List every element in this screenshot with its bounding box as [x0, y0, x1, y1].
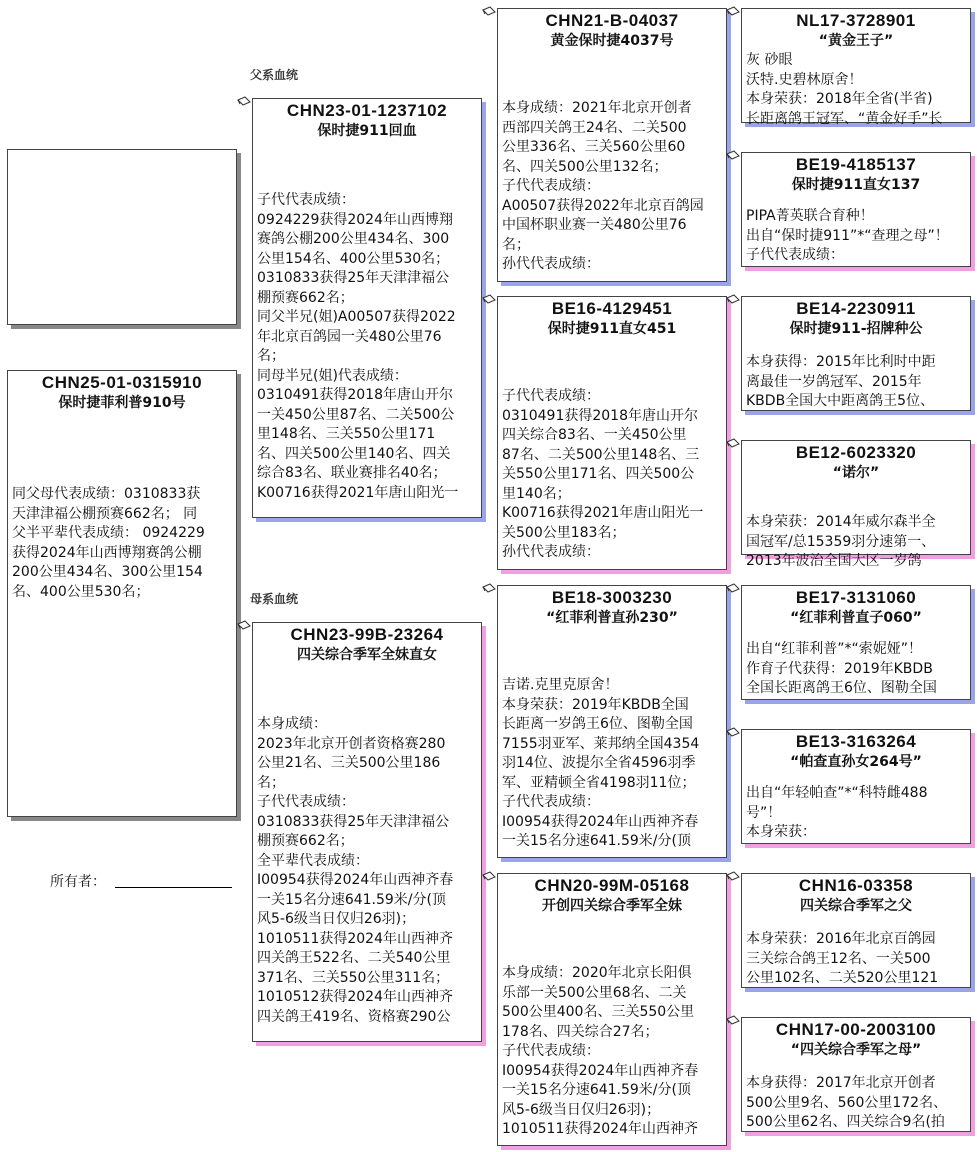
note-line: 178名、四关综合27名； — [502, 1023, 659, 1040]
note-line: 全平辈代表成绩： — [257, 852, 369, 869]
note-line: 作育子代获得：2019年KBDB — [746, 660, 933, 677]
pedigree-box-ddd[interactable] — [741, 1017, 971, 1132]
note-line: 同母半兄(姐)代表成绩： — [257, 367, 408, 384]
pedigree-notes — [742, 207, 970, 266]
pedigree-box-dss[interactable] — [741, 585, 971, 700]
edit-icon[interactable] — [726, 871, 740, 881]
note-line: 本身成绩： — [257, 716, 327, 732]
note-line: 本身荣获：2014年威尔森半全 — [746, 514, 936, 530]
pedigree-notes — [742, 513, 970, 572]
ring-number: BE13-3163264 — [795, 732, 917, 751]
note-line: 获得2024年山西博翔赛鸽公棚 — [12, 544, 202, 561]
note-line: 名、400公里530名； — [12, 583, 150, 600]
note-line: 综合83名、联业赛排名40名； — [257, 465, 447, 481]
ring-number: CHN21-B-04037 — [545, 11, 679, 30]
ring-number: BE14-2230911 — [796, 299, 916, 318]
note-line: 出自“红菲利普”*“索妮娅”！ — [746, 641, 923, 657]
note-line: 公里21名、三关500公里186 — [257, 755, 441, 771]
ring-number: CHN17-00-2003100 — [775, 1020, 937, 1039]
note-line: 灰 砂眼 — [746, 52, 793, 68]
edit-icon[interactable] — [482, 583, 496, 593]
note-line: 本身荣获：2019年KBDB全国 — [502, 696, 689, 713]
note-line: 里148名、三关550公里171 — [257, 426, 436, 442]
edit-icon[interactable] — [482, 294, 496, 304]
note-line: 公里102名、二关520公里121 — [746, 970, 939, 986]
ring-number: CHN20-99M-05168 — [534, 876, 690, 895]
pigeon-name: “四关综合季军之母” — [790, 1042, 922, 1058]
edit-icon[interactable] — [482, 871, 496, 881]
note-line: 名； — [257, 348, 285, 364]
pigeon-name: 四关综合季军全妹直女 — [297, 647, 437, 663]
note-line: 同父母代表成绩：0310833获 — [12, 486, 201, 502]
note-line: 子代代表成绩： — [502, 1043, 600, 1059]
note-line: 四关综合83名、一关450公里 — [502, 427, 687, 443]
pedigree-notes — [498, 676, 726, 852]
pedigree-box-sds[interactable] — [741, 296, 971, 411]
pedigree-notes — [742, 51, 970, 129]
note-line: 本身荣获： — [746, 824, 816, 840]
ring-number: CHN16-03358 — [798, 876, 914, 895]
note-line: 长距离一岁鸽王6位、图勒全国 — [502, 716, 693, 732]
pigeon-name: 开创四关综合季军全妹 — [542, 898, 682, 914]
pigeon-name: “红菲利普直子060” — [790, 610, 922, 626]
pedigree-notes — [253, 715, 481, 1027]
ring-number: CHN23-99B-23264 — [290, 625, 444, 644]
pedigree-notes — [742, 1074, 970, 1133]
note-line: A00507获得2022年北京百鸽园 — [502, 197, 704, 214]
edit-icon[interactable] — [726, 727, 740, 737]
note-line: 棚预赛662名； — [257, 289, 354, 306]
pedigree-box-subject[interactable] — [7, 370, 237, 817]
pedigree-notes — [498, 964, 726, 1140]
note-line: 关500公里183名； — [502, 524, 626, 541]
note-line: 一关15名分速641.59米/分(顶 — [502, 833, 691, 849]
pedigree-box-dsd[interactable] — [741, 729, 971, 844]
ring-number: NL17-3728901 — [796, 11, 916, 30]
note-line: 一关15名分速641.59米/分(顶 — [257, 891, 446, 908]
note-line: 200公里434名、300公里154 — [12, 564, 203, 580]
note-line: 赛鸽公棚200公里434名、300 — [257, 231, 450, 247]
note-line: 子代代表成绩： — [746, 247, 844, 263]
edit-icon[interactable] — [482, 6, 496, 16]
edit-icon[interactable] — [237, 96, 251, 106]
pigeon-name: 保时捷911直女451 — [547, 321, 677, 337]
ring-number: BE18-3003230 — [551, 588, 673, 607]
pigeon-name: “黄金王子” — [818, 33, 894, 49]
pedigree-box-sdd[interactable] — [741, 440, 971, 569]
note-line: 出自“年轻帕查”*“科特雌488 — [746, 785, 928, 801]
ring-number: CHN23-01-1237102 — [286, 101, 448, 120]
edit-icon[interactable] — [726, 294, 740, 304]
note-line: 0310833获得25年天津津福公 — [257, 270, 450, 286]
note-line: 500公里62名、四关综合9名(拍 — [746, 1114, 945, 1130]
note-line: 本身成绩：2020年北京长阳俱 — [502, 965, 692, 981]
note-line: 出自“保时捷911”*“查理之母”！ — [746, 227, 949, 244]
note-line: 风5-6级当日仅归26羽)； — [502, 1101, 661, 1118]
note-line: 本身获得：2015年比利时中距 — [746, 354, 936, 370]
pedigree-notes — [742, 930, 970, 989]
note-line: 本身荣获：2018年全省(半省) — [746, 91, 933, 107]
sire-line-label: 父系血统 — [250, 68, 299, 82]
note-line: 2013年波治全国大区一岁鸽 — [746, 553, 922, 569]
note-line: 本身成绩：2021年北京开创者 — [502, 100, 692, 116]
pedigree-box-sire[interactable] — [252, 98, 482, 518]
note-line: I00954获得2024年山西神齐春 — [257, 872, 454, 888]
owner-field[interactable] — [115, 887, 232, 888]
note-line: 0310491获得2018年唐山开尔 — [502, 407, 698, 424]
pigeon-name: “帕查直孙女264号” — [790, 754, 922, 770]
ring-number: CHN25-01-0315910 — [41, 373, 203, 392]
note-line: 三关综合鸽王12名、一关500 — [746, 950, 931, 967]
pedigree-notes — [8, 485, 236, 602]
note-line: 子代代表成绩： — [257, 192, 355, 208]
note-line: 四关鸽王419名、资格赛290公 — [257, 1008, 451, 1025]
ring-number: BE16-4129451 — [551, 299, 673, 318]
note-line: 离最佳一岁鸽冠军、2015年 — [746, 373, 922, 390]
edit-icon[interactable] — [726, 1015, 740, 1025]
note-line: 全国长距离鸽王6位、图勒全国 — [746, 680, 937, 696]
note-line: I00954获得2024年山西神齐春 — [502, 1062, 699, 1079]
pigeon-name: “诺尔” — [832, 465, 880, 481]
note-line: 风5-6级当日仅归26羽)； — [257, 911, 416, 927]
note-line: 87名、二关500公里148名、三 — [502, 446, 700, 463]
pedigree-box-sd[interactable] — [497, 296, 727, 570]
pedigree-box-ssd[interactable] — [741, 152, 971, 267]
note-line: 里140名； — [502, 485, 571, 502]
note-line: 2023年北京开创者资格赛280 — [257, 735, 446, 752]
note-line: KBDB全国大中距离鸽王5位、 — [746, 393, 935, 409]
note-line: 1010511获得2024年山西神齐 — [502, 1121, 698, 1137]
note-line: 一关15名分速641.59米/分(顶 — [502, 1082, 691, 1098]
note-line: 名； — [257, 774, 285, 791]
note-line: 7155羽亚军、莱邦纳全国4354 — [502, 735, 700, 752]
note-line: 子代代表成绩： — [257, 794, 355, 810]
note-line: 长距离鸽王冠军、“黄金好手”长 — [746, 110, 943, 127]
pigeon-name: 保时捷911回血 — [317, 123, 417, 139]
note-line: 乐部一关500公里68名、二关 — [502, 984, 687, 1001]
pedigree-notes — [742, 640, 970, 699]
edit-icon[interactable] — [726, 6, 740, 16]
pigeon-name: 四关综合季军之父 — [800, 898, 912, 914]
note-line: 0310833获得25年天津津福公 — [257, 813, 450, 830]
pigeon-name: 保时捷911-招牌种公 — [789, 321, 923, 337]
pigeon-name: 保时捷911直女137 — [791, 177, 921, 193]
note-line: 同父半兄(姐)A00507获得2022 — [257, 309, 456, 325]
pedigree-notes — [742, 353, 970, 412]
note-line: 0924229获得2024年山西博翔 — [257, 211, 453, 228]
note-line: 天津津福公棚预赛662名； 同 — [12, 505, 198, 522]
pedigree-box-dam[interactable] — [252, 622, 482, 1042]
pedigree-notes — [253, 191, 481, 503]
note-line: 1010512获得2024年山西神齐 — [257, 989, 453, 1005]
note-line: 孙代代表成绩： — [502, 256, 600, 272]
note-line: 名、四关500公里132名； — [502, 158, 668, 175]
note-line: 本身荣获：2016年北京百鸽园 — [746, 931, 936, 947]
note-line: 一关450公里87名、二关500公 — [257, 406, 455, 423]
note-line: 公里154名、400公里530名； — [257, 250, 450, 267]
ring-number: BE12-6023320 — [795, 443, 917, 462]
note-line: 名； — [502, 236, 530, 253]
pedigree-notes — [498, 99, 726, 275]
note-line: 军、亚精顿全省4198羽11位； — [502, 774, 696, 791]
pedigree-notes — [498, 387, 726, 563]
ring-number: BE17-3131060 — [795, 588, 917, 607]
note-line: 四关鸽王522名、二关540公里 — [257, 950, 451, 966]
pedigree-box-dd[interactable] — [497, 873, 727, 1146]
note-line: 500公里400名、三关550公里 — [502, 1004, 695, 1020]
photo-box[interactable] — [7, 149, 237, 325]
pedigree-box-ds[interactable] — [497, 585, 727, 858]
edit-icon[interactable] — [726, 150, 740, 160]
note-line: 1010511获得2024年山西神齐 — [257, 930, 453, 947]
pigeon-name: 黄金保时捷4037号 — [550, 33, 674, 49]
note-line: 吉诺.克里克原舍！ — [502, 677, 619, 693]
note-line: K00716获得2021年唐山阳光一 — [502, 505, 704, 521]
note-line: K00716获得2021年唐山阳光一 — [257, 484, 459, 501]
pedigree-box-dds[interactable] — [741, 873, 971, 988]
pedigree-notes — [742, 784, 970, 843]
owner-label: 所有者： — [50, 874, 106, 890]
note-line: 371名、三关550公里311名； — [257, 969, 450, 986]
note-line: 中国杯职业赛一关480公里76 — [502, 217, 687, 233]
note-line: 父半平辈代表成绩： 0924229 — [12, 525, 205, 541]
edit-icon[interactable] — [726, 583, 740, 593]
note-line: 号”！ — [746, 804, 782, 821]
pedigree-box-sss[interactable] — [741, 8, 971, 127]
note-line: 公里336名、三关560公里60 — [502, 139, 686, 155]
pigeon-name: “红菲利普直孙230” — [546, 610, 678, 626]
pigeon-name: 保时捷菲利普910号 — [58, 395, 186, 411]
note-line: 年北京百鸽园一关480公里76 — [257, 328, 442, 345]
note-line: 国冠军/总15359羽分速第一、 — [746, 533, 936, 550]
note-line: 棚预赛662名； — [257, 833, 354, 849]
edit-icon[interactable] — [237, 620, 251, 630]
note-line: 羽14位、波提尔全省4596羽季 — [502, 755, 696, 771]
note-line: 名、四关500公里140名、四关 — [257, 445, 451, 462]
note-line: 沃特.史碧林原舍！ — [746, 71, 863, 88]
note-line: 子代代表成绩： — [502, 178, 600, 194]
note-line: 子代代表成绩： — [502, 388, 600, 404]
note-line: PIPA菁英联合育种！ — [746, 208, 874, 224]
note-line: 关550公里171名、四关500公 — [502, 466, 695, 482]
note-line: 子代代表成绩： — [502, 794, 600, 810]
note-line: I00954获得2024年山西神齐春 — [502, 813, 699, 830]
note-line: 本身获得：2017年北京开创者 — [746, 1075, 936, 1091]
dam-line-label: 母系血统 — [250, 592, 299, 606]
note-line: 500公里9名、560公里172名、 — [746, 1094, 948, 1111]
note-line: 0310491获得2018年唐山开尔 — [257, 387, 453, 403]
ring-number: BE19-4185137 — [795, 155, 917, 174]
pedigree-box-ss[interactable] — [497, 8, 727, 282]
note-line: 西部四关鸽王24名、二关500 — [502, 119, 687, 136]
edit-icon[interactable] — [726, 438, 740, 448]
note-line: 孙代代表成绩： — [502, 544, 600, 560]
